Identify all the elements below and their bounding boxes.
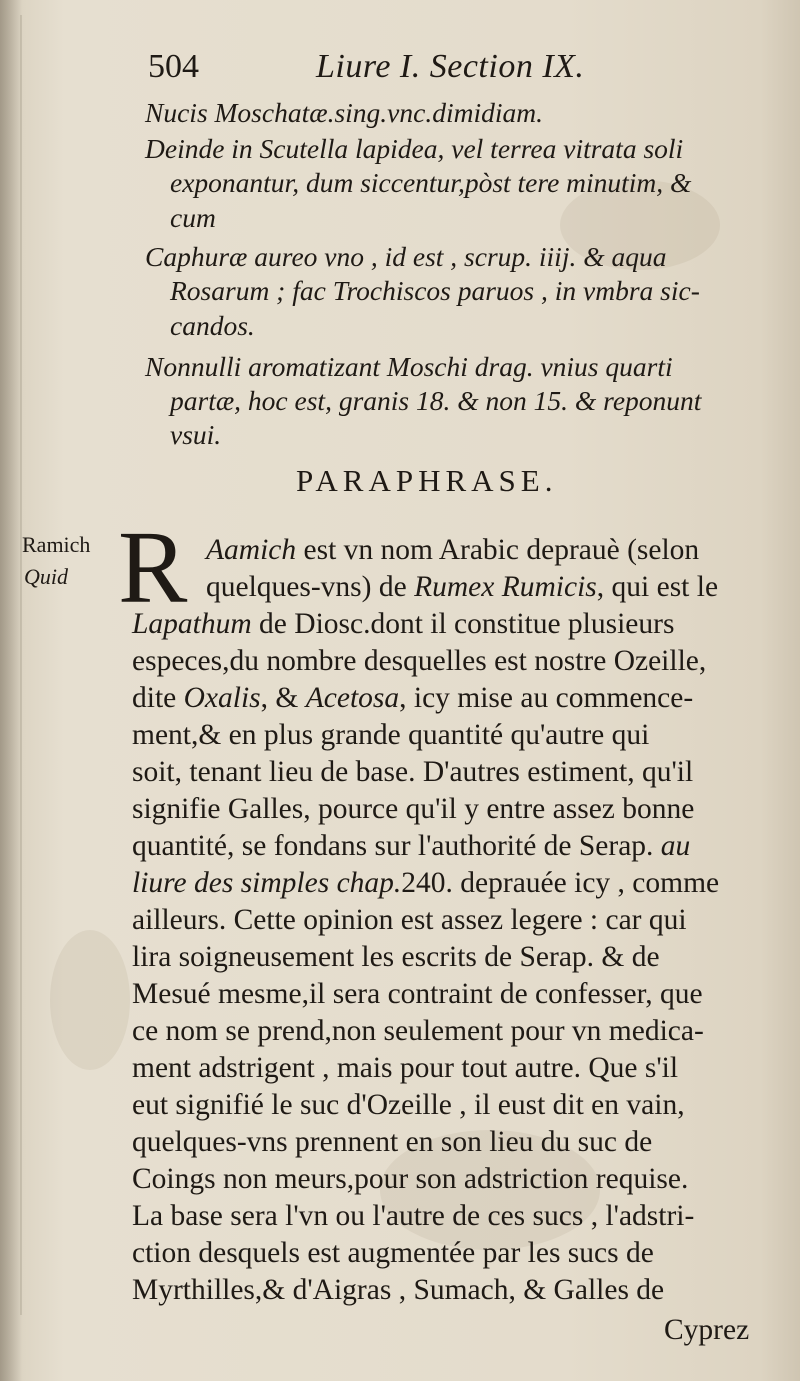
page-header bbox=[148, 48, 708, 92]
recipe-line: Nonnulli aromatizant Moschi drag. vnius quarti bbox=[145, 351, 673, 382]
recipe-line: Nucis Moschatæ.sing.vnc.dimidiam. bbox=[145, 97, 543, 128]
recipe-line: Caphuræ aureo vno , id est , scrup. iiij. & aqua bbox=[145, 241, 667, 272]
text-line: dite Oxalis, & Acetosa, icy mise au commence- bbox=[132, 682, 694, 714]
text-line: Coings non meurs,pour son adstriction requise. bbox=[132, 1163, 689, 1195]
text-line: quelques-vns) de Rumex Rumicis, qui est le bbox=[206, 571, 719, 603]
fold-line bbox=[20, 15, 22, 1315]
paper-stain bbox=[50, 930, 130, 1070]
margin-note: Quid bbox=[24, 564, 68, 589]
text-line: La base sera l'vn ou l'autre de ces sucs , l'adstri- bbox=[132, 1200, 695, 1232]
recipe-line: Deinde in Scutella lapidea, vel terrea vitrata soli bbox=[145, 133, 684, 164]
text-line: Mesué mesme,il sera contraint de confesser, que bbox=[132, 978, 703, 1010]
text-line: Myrthilles,& d'Aigras , Sumach, & Galles de bbox=[132, 1274, 665, 1306]
text-line: quantité, se fondans sur l'authorité de Serap. au bbox=[132, 830, 691, 862]
binding-shadow bbox=[0, 0, 22, 1381]
text-line: ment adstrigent , mais pour tout autre. Que s'il bbox=[132, 1052, 679, 1084]
text-line: especes,du nombre desquelles est nostre Ozeille, bbox=[132, 645, 707, 677]
text-line: liure des simples chap.240. deprauée icy , comme bbox=[132, 867, 720, 899]
recipe-line: vsui. bbox=[170, 419, 222, 450]
recipe-line: cum bbox=[170, 202, 216, 233]
drop-cap: R bbox=[118, 510, 188, 625]
text-line: quelques-vns prennent en son lieu du suc de bbox=[132, 1126, 653, 1158]
recipe-line: Rosarum ; fac Trochiscos paruos , in vmbra sic- bbox=[170, 275, 700, 306]
recipe-line: candos. bbox=[170, 310, 255, 341]
text-line: Aamich est vn nom Arabic deprauè (selon bbox=[206, 534, 700, 566]
text-line: signifie Galles, pource qu'il y entre assez bonne bbox=[132, 793, 695, 825]
text-line: ce nom se prend,non seulement pour vn medica- bbox=[132, 1015, 704, 1047]
page-number: 504 bbox=[148, 48, 199, 85]
text-line: ction desquels est augmentée par les sucs de bbox=[132, 1237, 654, 1269]
text-line: soit, tenant lieu de base. D'autres estiment, qu'il bbox=[132, 756, 694, 788]
text-line: lira soigneusement les escrits de Serap. & de bbox=[132, 941, 660, 973]
text-line: ailleurs. Cette opinion est assez legere : car qui bbox=[132, 904, 687, 936]
section-heading: PARAPHRASE. bbox=[296, 463, 558, 498]
margin-note: Ramich bbox=[22, 532, 91, 557]
recipe-line: exponantur, dum siccentur,pòst tere minutim, & bbox=[170, 167, 692, 198]
running-title: Liure I. Section IX. bbox=[316, 48, 585, 85]
text-line: eut signifié le suc d'Ozeille , il eust dit en vain, bbox=[132, 1089, 685, 1121]
recipe-line: partæ, hoc est, granis 18. & non 15. & reponunt bbox=[170, 385, 702, 416]
text-line: ment,& en plus grande quantité qu'autre qui bbox=[132, 719, 650, 751]
catchword: Cyprez bbox=[664, 1314, 750, 1346]
text-line: Lapathum de Diosc.dont il constitue plusieurs bbox=[132, 608, 675, 640]
